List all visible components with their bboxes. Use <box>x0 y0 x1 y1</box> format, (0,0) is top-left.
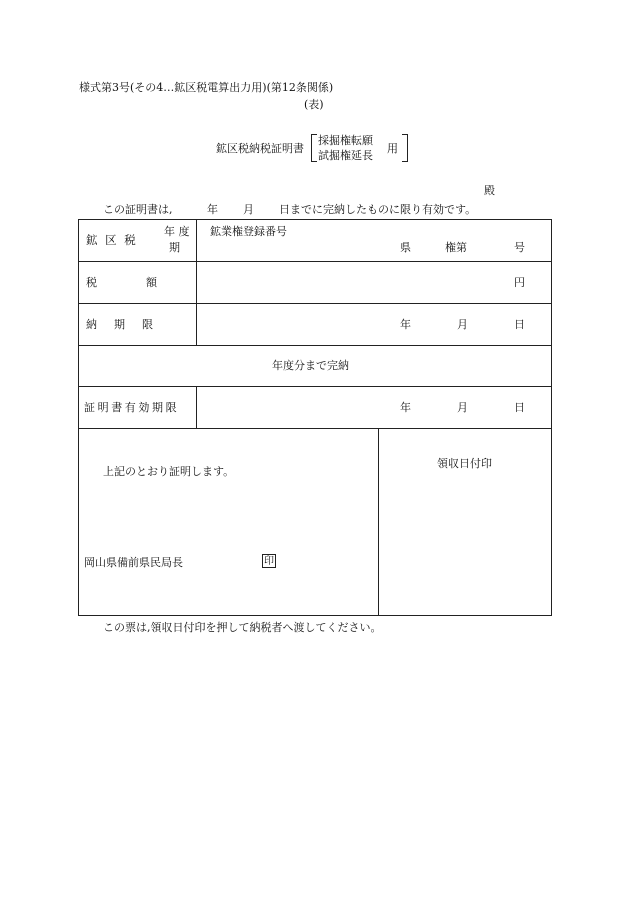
issuer-name: 岡山県備前県民局長 <box>84 556 183 569</box>
due-day: 日 <box>514 318 525 331</box>
prefecture-label: 県 <box>400 241 411 254</box>
row-label-nendo: 年 度 <box>164 225 190 238</box>
addressee: 殿 <box>484 184 495 197</box>
row-divider <box>78 345 552 346</box>
certification-statement: 上記のとおり証明します。 <box>103 465 235 478</box>
title-option-2: 試掘権延長 <box>318 149 373 162</box>
seal-mark: 印 <box>264 556 274 567</box>
yen-unit: 円 <box>514 276 525 289</box>
validity-day: 日 <box>514 401 525 414</box>
due-date-label: 納 期 限 <box>86 318 156 331</box>
row-divider <box>78 261 552 262</box>
bottom-column-divider <box>378 428 379 616</box>
registration-number-label: 鉱業権登録番号 <box>210 225 287 238</box>
due-year: 年 <box>400 318 411 331</box>
validity-year: 年 <box>207 203 218 216</box>
label-column-divider <box>196 219 197 345</box>
validity-period-label: 証明書有効期限 <box>84 401 180 414</box>
form-side-label: (表) <box>304 98 324 111</box>
validity-prefix: この証明書は, <box>103 203 173 216</box>
row-divider <box>78 386 552 387</box>
row-divider <box>78 428 552 429</box>
label-column-divider <box>196 386 197 428</box>
left-brace <box>311 134 317 162</box>
right-number-label: 権第 <box>445 241 467 254</box>
title-option-1: 採掘権転願 <box>318 134 373 147</box>
footer-note: この票は,領収日付印を押して納税者へ渡してください。 <box>103 621 382 634</box>
tax-amount-label <box>86 277 190 288</box>
validity-month: 月 <box>243 203 254 216</box>
validity-year: 年 <box>400 401 411 414</box>
due-month: 月 <box>457 318 468 331</box>
right-brace <box>402 134 408 162</box>
validity-month: 月 <box>457 401 468 414</box>
row-divider <box>78 303 552 304</box>
number-suffix: 号 <box>514 241 525 254</box>
title-suffix: 用 <box>387 142 398 155</box>
form-number: 様式第3号(その4…鉱区税電算出力用)(第12条関係) <box>79 81 334 94</box>
page-title: 鉱区税納税証明書 <box>216 142 304 155</box>
validity-suffix: 日までに完納したものに限り有効です。 <box>279 203 477 216</box>
row-label-kokuzei: 鉱 区 税 <box>86 233 138 247</box>
paid-through-text: 年度分まで完納 <box>272 359 349 372</box>
tax-amount-label-text: 税 額 <box>86 276 161 289</box>
receipt-stamp-label: 領収日付印 <box>437 457 492 470</box>
row-label-ki: 期 <box>169 241 180 254</box>
